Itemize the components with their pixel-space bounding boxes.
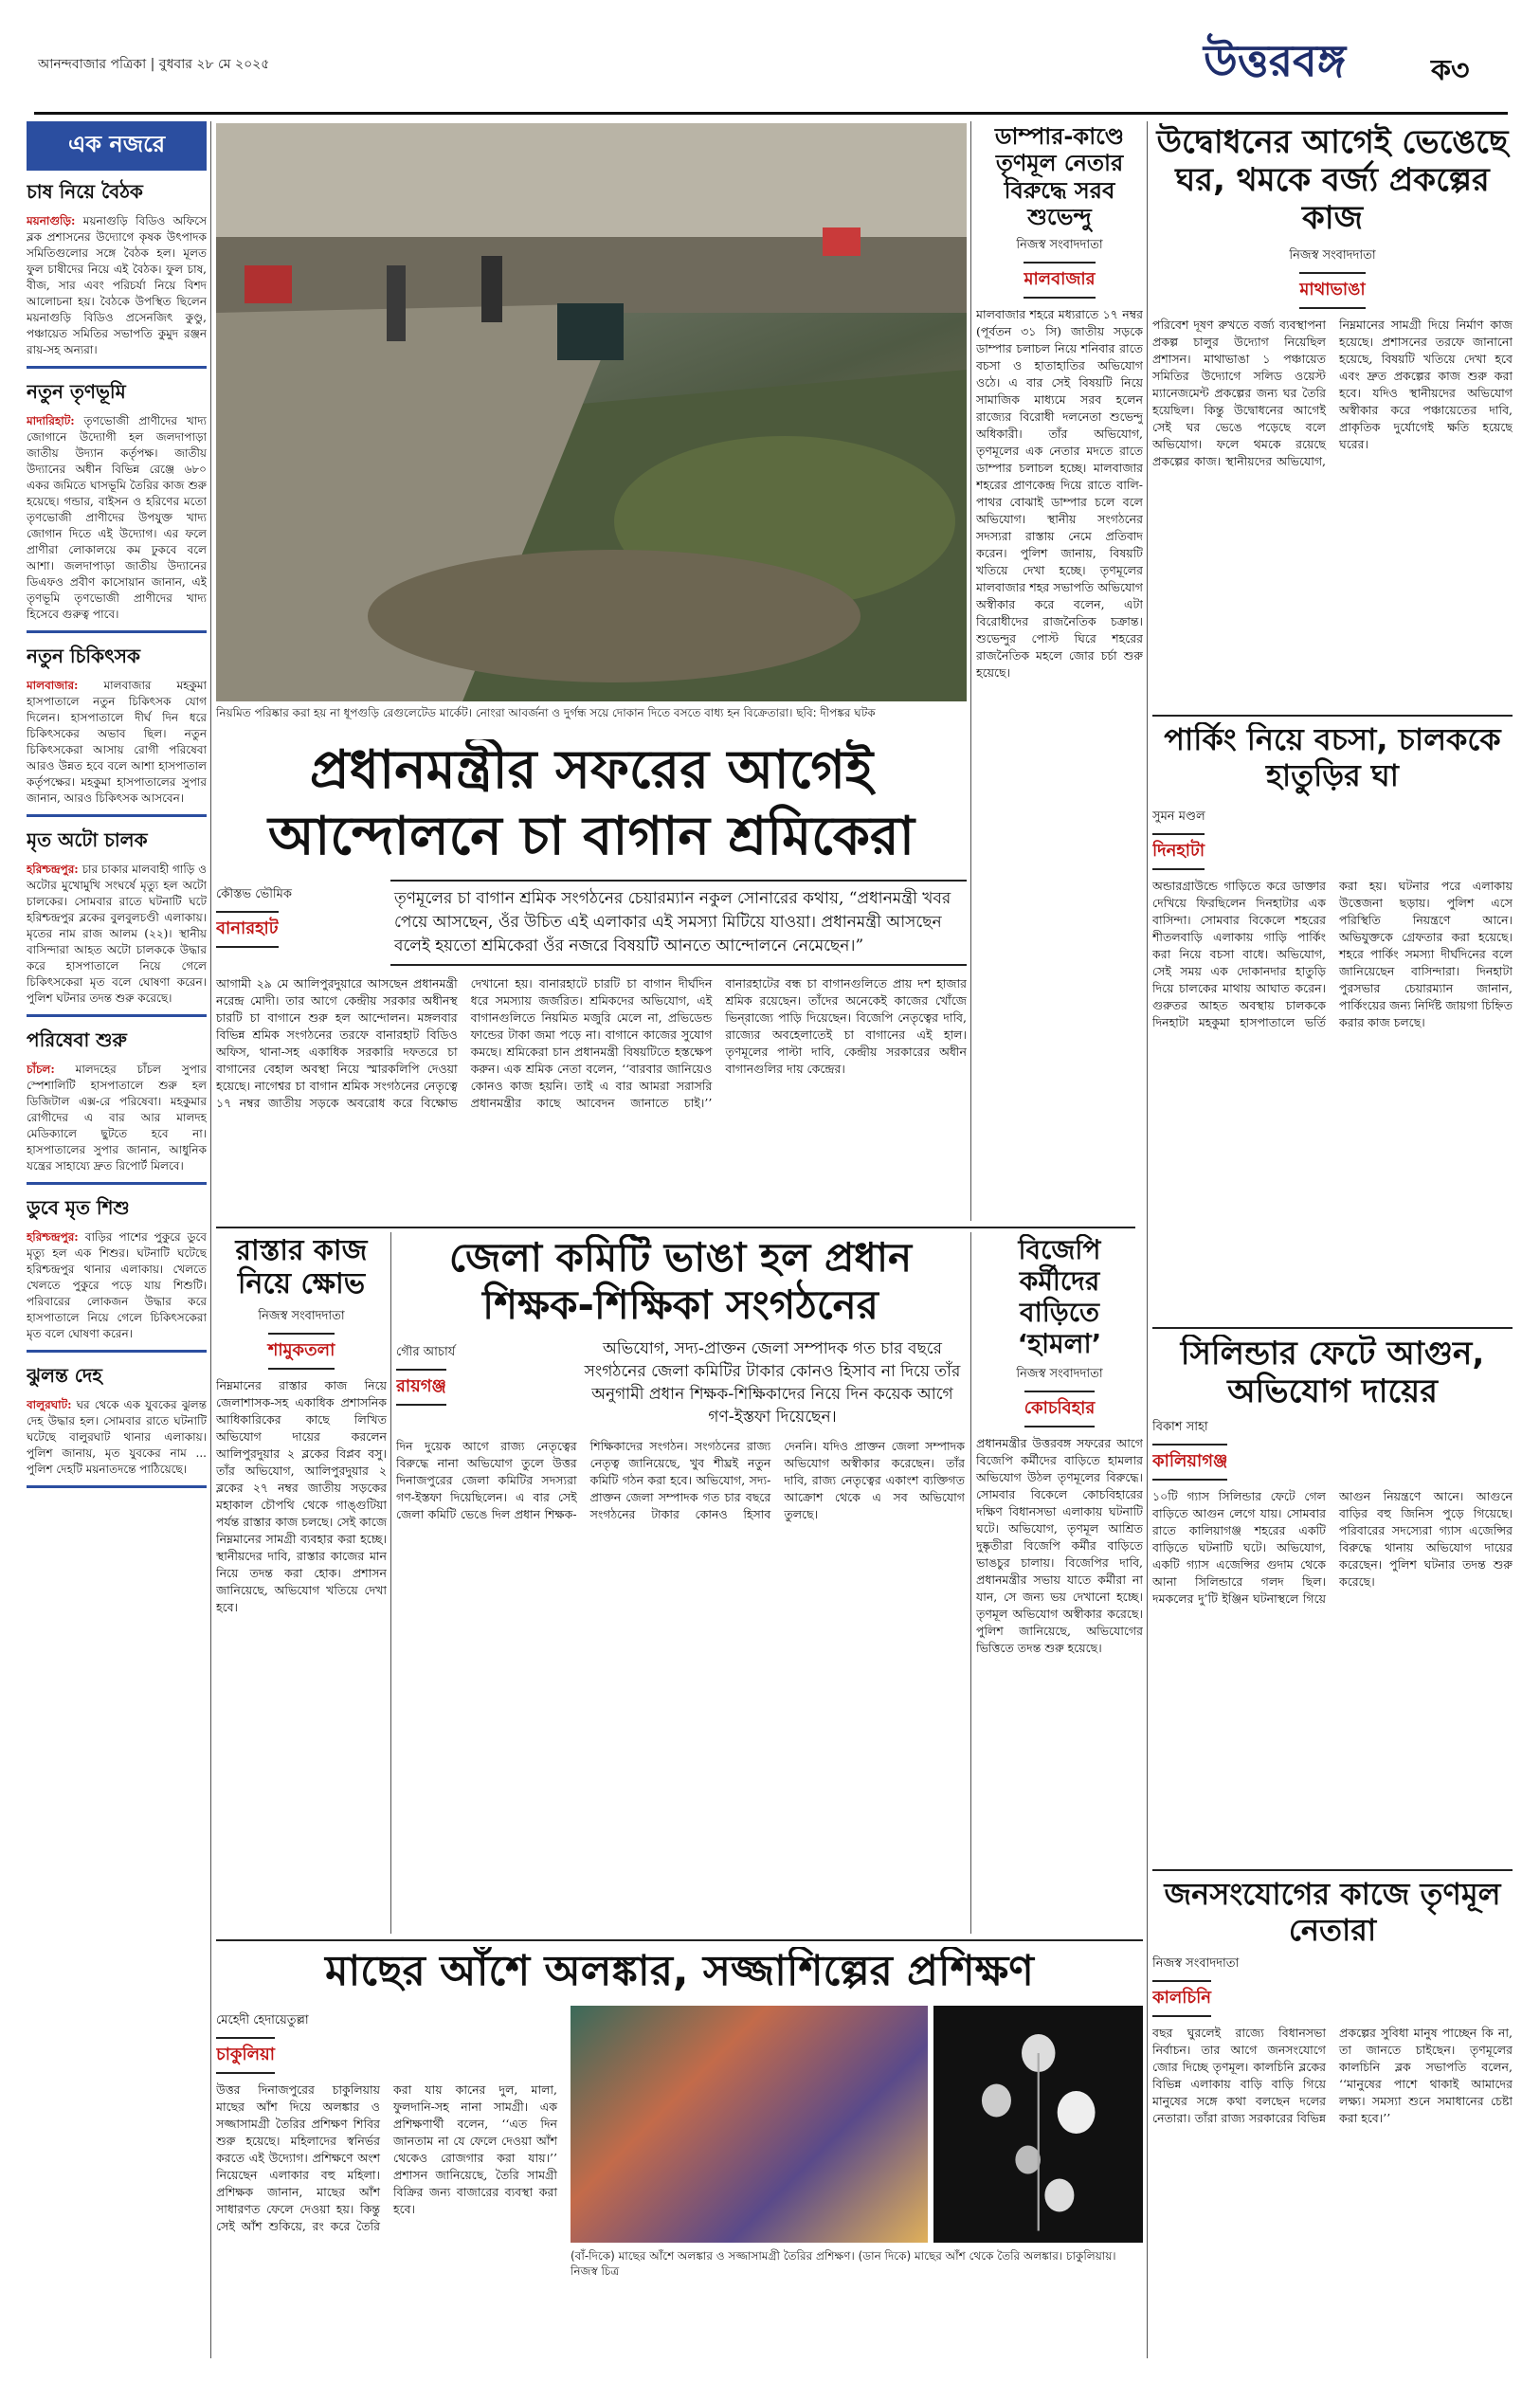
jonosongjog-dateline: কালচিনি <box>1152 1980 1211 2017</box>
brief-heading: নতুন চিকিৎসক <box>27 645 140 667</box>
bjp-body: প্রধানমন্ত্রীর উত্তরবঙ্গ সফরের আগে বিজেপি কর্মীদের বাড়িতে হামলার অভিযোগ উঠল তৃণমূলের বিরুদ্ধে। সোমবার বিকেলে কোচবিহারের দক্ষিণ বিধানসভা এলাকায় ঘটনাটি ঘটে। অভিযোগ, তৃণমূল আশ্রিত দুষ্কৃতীরা বিজেপি কর্মীর বাড়িতে ভাঙচুর চালায়। বিজেপির দাবি, প্রধানমন্ত্রীর সভায় যাতে কর্মীরা না যান, সে জন্য ভয় দেখানো হচ্ছে। তৃণমূল অভিযোগ অস্বীকার করেছে। পুলিশ জানিয়েছে, অভিযোগের ভিত্তিতে তদন্ত শুরু হয়েছে। <box>976 1436 1143 1656</box>
brief-item <box>27 178 207 369</box>
mach-article <box>216 1947 1143 2364</box>
column-divider <box>1147 121 1148 2358</box>
brief-item <box>27 1027 207 1185</box>
dampar-dateline: মালবাজার <box>1024 262 1095 299</box>
bjp-headline: বিজেপি কর্মীদের বাড়িতে ‘হামলা’ <box>1017 1234 1102 1360</box>
brief-item <box>27 378 207 633</box>
brief-heading: চাষ নিয়ে বৈঠক <box>27 180 143 203</box>
brief-heading: মৃত অটো চালক <box>27 828 148 851</box>
section-divider <box>216 1227 1135 1228</box>
brief-text: চাঁচল: মালদহের চাঁচল সুপার স্পেশালিটি হাসপাতালে শুরু হল ডিজিটাল এক্স-রে পরিষেবা। মহকুমার রোগীদের এ বার আর মালদহ মেডিক্যালে ছুটতে হবে না। হাসপাতালের সুপার জানান, আধুনিক যন্ত্রের সাহায্যে দ্রুত রিপোর্ট মিলবে। <box>27 1063 207 1173</box>
cylinder-dateline: কালিয়াগঞ্জ <box>1152 1444 1227 1481</box>
page-number: ক৩ <box>1431 54 1470 87</box>
shikkhak-body: দিন দুয়েক আগে রাজ্য নেতৃত্বের বিরুদ্ধে নানা অভিযোগ তুলে উত্তর দিনাজপুরের জেলা কমিটির সদস্যরা গণ-ইস্তফা দিয়েছিলেন। এ বার সেই জেলা কমিটি ভেঙে দিল প্রধান শিক্ষক-শিক্ষিকাদের সংগঠন। সংগঠনের রাজ্য নেতৃত্ব জানিয়েছে, খুব শীঘ্রই নতুন কমিটি গঠন করা হবে। অভিযোগ, সদ্য-প্রাক্তন জেলা সম্পাদক গত চার বছরে সংগঠনের টাকার কোনও হিসাব দেননি। যদিও প্রাক্তন জেলা সম্পাদক অভিযোগ অস্বীকার করেছেন। তাঁর দাবি, রাজ্য নেতৃত্বের একাংশ ব্যক্তিগত আক্রোশ থেকে এ সব অভিযোগ তুলছে। <box>396 1439 965 1522</box>
brief-text: হরিশ্চন্দ্রপুর: বাড়ির পাশের পুকুরে ডুবে মৃত্যু হল এক শিশুর। ঘটনাটি ঘটেছে হরিশ্চন্দ্রপুর থানার এলাকায়। খেলতে খেলতে পুকুরে পড়ে যায় শিশুটি। পরিবারের লোকজন উদ্ধার করে হাসপাতালে নিয়ে গেলে চিকিৎসকেরা মৃত বলে ঘোষণা করেন। <box>27 1230 207 1340</box>
lead-dateline: বানারহাট <box>216 911 279 948</box>
brief-text: বালুরঘাট: ঘর থেকে এক যুবকের ঝুলন্ত দেহ উদ্ধার হল। সোমবার রাতে ঘটনাটি ঘটেছে বালুরঘাট থানার এলাকায়। পুলিশ জানায়, মৃত যুবকের নাম ... পুলিশ দেহটি ময়নাতদন্তে পাঠিয়েছে। <box>27 1398 207 1476</box>
waste-body: পরিবেশ দূষণ রুখতে বর্জ্য ব্যবস্থাপনা প্রকল্প চালুর উদ্যোগ নিয়েছিল প্রশাসন। মাথাভাঙা ১ পঞ্চায়েত সমিতির উদ্যোগে সলিড ওয়েস্ট ম্যানেজমেন্ট প্রকল্পের জন্য ঘর তৈরি হয়েছিল। কিন্তু উদ্বোধনের আগেই সেই ঘর ভেঙে পড়েছে বলে অভিযোগ। ফলে থমকে রয়েছে প্রকল্পের কাজ। স্থানীয়দের অভিযোগ, নিম্নমানের সামগ্রী দিয়ে নির্মাণ কাজ হয়েছে। প্রশাসনের তরফে জানানো হয়েছে, বিষয়টি খতিয়ে দেখা হবে এবং দ্রুত প্রকল্পের কাজ শুরু করা হবে। যদিও স্থানীয়দের অভিযোগ অস্বীকার করে পঞ্চায়েতের দাবি, প্রাকৃতিক দুর্যোগেই ক্ষতি হয়েছে ঘরের। <box>1152 318 1513 469</box>
shikkhak-author: গৌর আচার্য <box>396 1345 456 1360</box>
parking-dateline: দিনহাটা <box>1152 833 1205 870</box>
rasta-body: নিম্নমানের রাস্তার কাজ নিয়ে জেলাশাসক-সহ একাধিক প্রশাসনিক আধিকারিকের কাছে লিখিত অভিযোগ দায়ের করলেন আলিপুরদুয়ার ২ ব্লকের বিপ্লব বসু। তাঁর অভিযোগ, আলিপুরদুয়ার ২ ব্লকের ২৭ নম্বর জাতীয় সড়কের মহাকাল চৌপথি থেকে গাঙ্গুটিয়া পর্যন্ত রাস্তার কাজ চলছে। সেই কাজে নিম্নমানের সামগ্রী ব্যবহার করা হচ্ছে। স্থানীয়দের দাবি, রাস্তার কাজের মান নিয়ে তদন্ত করা হোক। প্রশাসন জানিয়েছে, অভিযোগ খতিয়ে দেখা হবে। <box>216 1377 387 1614</box>
waste-dateline: মাথাভাঙা <box>1299 272 1365 309</box>
ornament-photo <box>933 2006 1143 2243</box>
lead-article <box>216 739 967 1223</box>
mach-body: উত্তর দিনাজপুরের চাকুলিয়ায় মাছের আঁশ দিয়ে অলঙ্কার ও সজ্জাসামগ্রী তৈরির প্রশিক্ষণ শিবির শুরু হয়েছে। মহিলাদের স্বনির্ভর করতে এই উদ্যোগ। প্রশিক্ষণে অংশ নিয়েছেন এলাকার বহু মহিলা। প্রশিক্ষক জানান, মাছের আঁশ সাধারণত ফেলে দেওয়া হয়। কিন্তু সেই আঁশ শুকিয়ে, রং করে তৈরি করা যায় কানের দুল, মালা, ফুলদানি-সহ নানা সামগ্রী। এক প্রশিক্ষণার্থী বলেন, ‘‘এত দিন জানতাম না যে ফেলে দেওয়া আঁশ থেকেও রোজগার করা যায়।’’ প্রশাসন জানিয়েছে, তৈরি সামগ্রী বিক্রির জন্য বাজারের ব্যবস্থা করা হবে। <box>216 2082 557 2233</box>
jonosongjog-byline: নিজস্ব সংবাদদাতা <box>1152 1955 1240 1971</box>
jonosongjog-headline: জনসংযোগের কাজে তৃণমূল নেতারা <box>1164 1877 1501 1948</box>
mach-photo-caption: (বাঁ-দিকে) মাছের আঁশে অলঙ্কার ও সজ্জাসামগ্রী তৈরির প্রশিক্ষণ। (ডান দিকে) মাছের আঁশ থেকে তৈরি অলঙ্কার। চাকুলিয়ায়। নিজস্ব চিত্র <box>571 2248 1116 2278</box>
brief-item <box>27 643 207 817</box>
shikkhak-dateline: রায়গঞ্জ <box>396 1369 446 1406</box>
lead-headline-2: আন্দোলনে চা বাগান শ্রমিকেরা <box>268 806 915 868</box>
shikkhak-pull-quote: অভিযোগ, সদ্য-প্রাক্তন জেলা সম্পাদক গত চার বছরে সংগঠনের জেলা কমিটির টাকার কোনও হিসাব না দিয়ে তাঁর অনুগামী প্রধান শিক্ষক-শিক্ষিকাদের নিয়ে দিন কয়েক আগে গণ-ইস্তফা দিয়েছেন। <box>584 1339 961 1427</box>
main-photo-caption: নিয়মিত পরিষ্কার করা হয় না ধূপগুড়ি রেগুলেটেড মার্কেট। নোংরা আবর্জনা ও দুর্গন্ধ সয়ে দোকান দিতে বসতে বাধ্য হন বিক্রেতারা। ছবি: দীপঙ্কর ঘটক <box>216 706 876 719</box>
rasta-byline: নিজস্ব সংবাদদাতা <box>258 1308 345 1323</box>
jonosongjog-article <box>1152 1877 1513 2351</box>
shikkhak-article <box>396 1234 965 1936</box>
ek-nojore-title: এক নজরে <box>27 121 207 171</box>
parking-article <box>1152 722 1513 1319</box>
column-divider <box>390 1232 391 1934</box>
column-divider <box>970 1232 971 1934</box>
section-title: উত্তরবঙ্গ <box>1204 35 1347 86</box>
rasta-article <box>216 1234 387 1936</box>
ek-nojore-column <box>27 121 207 2358</box>
dampar-body: মালবাজার শহরে মধ্যরাতে ১৭ নম্বর (পূর্বতন ৩১ সি) জাতীয় সড়কে ডাম্পার চলাচল নিয়ে শনিবার রাতে বচসা ও হাতাহাতির অভিযোগ ওঠে। এ বার সেই বিষয়টি নিয়ে সামাজিক মাধ্যমে সরব হলেন রাজ্যের বিরোধী দলনেতা শুভেন্দু অধিকারী। তাঁর অভিযোগ, তৃণমূলের এক নেতার মদতে রাতে ডাম্পার চলাচল হচ্ছে। মালবাজার শহরের প্রাণকেন্দ্র দিয়ে রাতে বালি-পাথর বোঝাই ডাম্পার চলে বলে অভিযোগ। স্থানীয় সংগঠনের সদস্যরা রাস্তায় নেমে প্রতিবাদ করেন। পুলিশ জানায়, বিষয়টি খতিয়ে দেখা হচ্ছে। তৃণমূলের মালবাজার শহর সভাপতি অভিযোগ অস্বীকার করে বলেন, এটা বিরোধীদের রাজনৈতিক চক্রান্ত। শুভেন্দুর পোস্ট ঘিরে শহরের রাজনৈতিক মহলে জোর চর্চা শুরু হয়েছে। <box>976 307 1143 681</box>
paper-meta: আনন্দবাজার পত্রিকা | বুধবার ২৮ মে ২০২৫ <box>38 57 270 72</box>
paper-name: আনন্দবাজার পত্রিকা <box>38 57 147 72</box>
waste-byline: নিজস্ব সংবাদদাতা <box>1289 248 1376 264</box>
brief-text: ময়নাগুড়ি: ময়নাগুড়ি বিডিও অফিসে ব্লক প্রশাসনের উদ্যোগে কৃষক উৎপাদক সমিতিগুলোর সঙ্গে বৈঠক হল। মূলত ফুল চাষীদের নিয়ে এই বৈঠক। ফুল চাষ, বীজ, সার এবং পরিচর্যা নিয়ে বিশদ আলোচনা হয়। বৈঠকে উপস্থিত ছিলেন ময়নাগুড়ি বিডিও প্রসেনজিৎ কুণ্ডু, পঞ্চায়েত সমিতির সভাপতি কুমুদ রঞ্জন রায়-সহ অন্যরা। <box>27 214 207 356</box>
mach-dateline: চাকুলিয়া <box>216 2037 275 2074</box>
ornament-illustration <box>933 2006 1143 2243</box>
mach-headline: মাছের আঁশে অলঙ্কার, সজ্জাশিল্পের প্রশিক্ষণ <box>325 1947 1034 1995</box>
dampar-headline: ডাম্পার-কাণ্ডে তৃণমূল নেতার বিরুদ্ধে সরব শুভেন্দু <box>994 123 1125 230</box>
bjp-dateline: কোচবিহার <box>1024 1391 1096 1427</box>
brief-text: মাদারিহাট: তৃণভোজী প্রাণীদের খাদ্য জোগানে উদ্যোগী হল জলদাপাড়া জাতীয় উদ্যান কর্তৃপক্ষ। জাতীয় উদ্যানের অধীন বিভিন্ন রেঞ্জে ৬৮০ একর জমিতে ঘাসভূমি তৈরির কাজ শুরু হয়েছে। গন্ডার, বাইসন ও হরিণের মতো তৃণভোজী প্রাণীদের উপযুক্ত খাদ্য জোগান দিতে এই উদ্যোগ। এর ফলে প্রাণীরা লোকালয়ে কম ঢুকবে বলে আশা। জলদাপাড়া জাতীয় উদ্যানের ডিএফও প্রবীণ কাসোয়ান জানান, এই তৃণভূমি তৃণভোজী প্রাণীদের খাদ্য হিসেবে গুরুত্ব পাবে। <box>27 414 207 621</box>
bjp-article <box>976 1234 1143 1936</box>
lead-author: কৌস্তভ ভৌমিক <box>216 887 292 902</box>
section-divider <box>216 1939 1143 1941</box>
parking-headline: পার্কিং নিয়ে বচসা, চালককে হাতুড়ির ঘা <box>1164 722 1501 793</box>
mach-author: মেহেদী হেদায়েতুল্লা <box>216 2012 309 2027</box>
lead-pull-quote: তৃণমূলের চা বাগান শ্রমিক সংগঠনের চেয়ারম্যান নকুল সোনারের কথায়, “প্রধানমন্ত্রী খবর পেয়ে আসছেন, ওঁর উচিত এই এলাকার এই সমস্যা মিটিয়ে যাওয়া। প্রধানমন্ত্রী আসছেন বলেই হয়তো শ্রমিকেরা ওঁর নজরে বিষয়টি আনতে আন্দোলনে নেমেছেন।” <box>390 880 967 966</box>
section-divider <box>1152 1327 1513 1329</box>
bjp-byline: নিজস্ব সংবাদদাতা <box>1016 1367 1103 1382</box>
lead-body: আগামী ২৯ মে আলিপুরদুয়ারে আসছেন প্রধানমন্ত্রী নরেন্দ্র মোদী। তার আগে কেন্দ্রীয় সরকার অধীনস্থ চারটি চা বাগানে শুরু হল আন্দোলন। মঙ্গলবার বিভিন্ন শ্রমিক সংগঠনের তরফে বানারহাট বিডিও অফিস, থানা-সহ একাধিক সরকারি দফতরে চা বাগানের বেহাল অবস্থা নিয়ে স্মারকলিপি দেওয়া হয়েছে। নাগেশ্বর চা বাগান শ্রমিক সংগঠনের নেতৃত্বে ১৭ নম্বর জাতীয় সড়কে অবরোধ করে বিক্ষোভ দেখানো হয়। বানারহাটে চারটি চা বাগান দীর্ঘদিন ধরে সমস্যায় জর্জরিত। শ্রমিকদের অভিযোগ, এই বাগানগুলিতে নিয়মিত মজুরি মেলে না, প্রভিডেন্ড ফান্ডের টাকা জমা পড়ে না। বাগানে কাজের সুযোগ কমছে। শ্রমিকেরা চান প্রধানমন্ত্রী বিষয়টিতে হস্তক্ষেপ করুন। এক শ্রমিক নেতা বলেন, ‘‘বারবার জানিয়েও কোনও কাজ হয়নি। তাই এ বার আমরা সরাসরি প্রধানমন্ত্রীর কাছে আবেদন জানাতে চাই।’’ বানারহাটের বন্ধ চা বাগানগুলিতে প্রায় দশ হাজার শ্রমিক রয়েছেন। তাঁদের অনেকেই কাজের খোঁজে ভিন্‌রাজ্যে পাড়ি দিয়েছেন। বিজেপি নেতৃত্বের দাবি, রাজ্যের অবহেলাতেই চা বাগানের এই হাল। তৃণমূলের পাল্টা দাবি, কেন্দ্রীয় সরকারের অধীন বাগানগুলির দায় কেন্দ্রের। <box>216 976 967 1111</box>
market-photo <box>216 123 967 701</box>
cylinder-author: বিকাশ সাহা <box>1152 1420 1208 1435</box>
brief-heading: ডুবে মৃত শিশু <box>27 1196 130 1219</box>
brief-item <box>27 827 207 1017</box>
brief-heading: ঝুলন্ত দেহ <box>27 1364 102 1387</box>
jonosongjog-body: বছর ঘুরলেই রাজ্যে বিধানসভা নির্বাচন। তার আগে জনসংযোগে জোর দিচ্ছে তৃণমূল। কালচিনি ব্লকের বিভিন্ন এলাকায় বাড়ি বাড়ি গিয়ে মানুষের সঙ্গে কথা বলছেন দলের নেতারা। তাঁরা রাজ্য সরকারের বিভিন্ন প্রকল্পের সুবিধা মানুষ পাচ্ছেন কি না, তা জানতে চাইছেন। তৃণমূলের কালচিনি ব্লক সভাপতি বলেন, ‘‘মানুষের পাশে থাকাই আমাদের লক্ষ্য। সমস্যা শুনে সমাধানের চেষ্টা করা হবে।’’ <box>1152 2025 1513 2125</box>
brief-text: হরিশ্চন্দ্রপুর: চার চাকার মালবাহী গাড়ি ও অটোর মুখোমুখি সংঘর্ষে মৃত্যু হল অটো চালকের। সোমবার রাতে ঘটনাটি ঘটে হরিশ্চন্দ্রপুর ব্লকের বুলবুলচণ্ডী এলাকায়। মৃতের নাম রাজ আলম (২২)। স্থানীয় বাসিন্দারা আহত অটো চালককে উদ্ধার করে হাসপাতালে নিয়ে গেলে চিকিৎসকেরা মৃত বলে ঘোষণা করেন। পুলিশ ঘটনার তদন্ত শুরু করেছে। <box>27 863 207 1005</box>
brief-heading: নতুন তৃণভূমি <box>27 380 126 403</box>
brief-heading: পরিষেবা শুরু <box>27 1028 127 1051</box>
dampar-byline: নিজস্ব সংবাদদাতা <box>1016 238 1103 253</box>
rasta-dateline: শামুকতলা <box>268 1333 335 1370</box>
shikkhak-headline: জেলা কমিটি ভাঙা হল প্রধান শিক্ষক-শিক্ষিকা সংগঠনের <box>448 1234 913 1328</box>
cylinder-headline: সিলিন্ডার ফেটে আগুন, অভিযোগ দায়ের <box>1180 1335 1485 1411</box>
masthead <box>0 0 1540 142</box>
brief-item <box>27 1362 207 1488</box>
column-divider <box>210 121 211 2358</box>
dampar-article <box>976 123 1143 1223</box>
brief-item <box>27 1194 207 1353</box>
waste-article <box>1152 123 1513 711</box>
cylinder-article <box>1152 1335 1513 1865</box>
training-photo <box>571 2006 928 2243</box>
section-divider <box>1152 715 1513 717</box>
brief-text: মালবাজার: মালবাজার মহকুমা হাসপাতালে নতুন চিকিৎসক যোগ দিলেন। হাসপাতালে দীর্ঘ দিন ধরে চিকিৎসকের অভাব ছিল। নতুন চিকিৎসকেরা আসায় রোগী পরিষেবা আরও উন্নত হবে বলে আশা হাসপাতাল কর্তৃপক্ষের। মহকুমা হাসপাতালের সুপার জানান, আরও চিকিৎসক আসবেন। <box>27 679 207 805</box>
issue-date: বুধবার ২৮ মে ২০২৫ <box>158 57 270 72</box>
parking-author: সুমন মণ্ডল <box>1152 809 1205 824</box>
cylinder-body: ১০টি গ্যাস সিলিন্ডার ফেটে গেল বাড়িতে আগুন লেগে যায়। সোমবার রাতে কালিয়াগঞ্জ শহরের একটি বাড়িতে ঘটনাটি ঘটে। অভিযোগ, একটি গ্যাস এজেন্সির গুদাম থেকে আনা সিলিন্ডারে গলদ ছিল। দমকলের দু’টি ইঞ্জিন ঘটনাস্থলে গিয়ে আগুন নিয়ন্ত্রণে আনে। আগুনে বাড়ির বহু জিনিস পুড়ে গিয়েছে। পরিবারের সদস্যেরা গ্যাস এজেন্সির বিরুদ্ধে থানায় অভিযোগ দায়ের করেছেন। পুলিশ ঘটনার তদন্ত শুরু করেছে। <box>1152 1489 1513 1607</box>
masthead-rule <box>34 112 1508 115</box>
section-divider <box>1152 1869 1513 1871</box>
lead-headline-1: প্রধানমন্ত্রীর সফরের আগেই <box>309 739 874 801</box>
market-scene-illustration <box>216 123 967 701</box>
rasta-headline: রাস্তার কাজ নিয়ে ক্ষোভ <box>235 1234 368 1301</box>
column-divider <box>970 121 971 1221</box>
waste-headline: উদ্বোধনের আগেই ভেঙেছে ঘর, থমকে বর্জ্য প্রকল্পের কাজ <box>1156 123 1509 238</box>
parking-body: অন্ডারগ্রাউন্ডে গাড়িতে করে ডাক্তার দেখিয়ে ফিরছিলেন দিনহাটার এক বাসিন্দা। সোমবার বিকেলে শহরের শীতলবাড়ি এলাকায় গাড়ি পার্কিং করা নিয়ে বচসা বাধে। অভিযোগ, সেই সময় এক দোকানদার হাতুড়ি দিয়ে চালকের মাথায় আঘাত করেন। গুরুতর আহত অবস্থায় চালককে দিনহাটা মহকুমা হাসপাতালে ভর্তি করা হয়। ঘটনার পরে এলাকায় উত্তেজনা ছড়ায়। পুলিশ এসে পরিস্থিতি নিয়ন্ত্রণে আনে। অভিযুক্তকে গ্রেফতার করা হয়েছে। শহরে পার্কিং সমস্যা দীর্ঘদিনের বলে জানিয়েছেন বাসিন্দারা। দিনহাটা পুরসভার চেয়ারম্যান জানান, পার্কিংয়ের জন্য নির্দিষ্ট জায়গা চিহ্নিত করার কাজ চলছে। <box>1152 878 1513 1029</box>
